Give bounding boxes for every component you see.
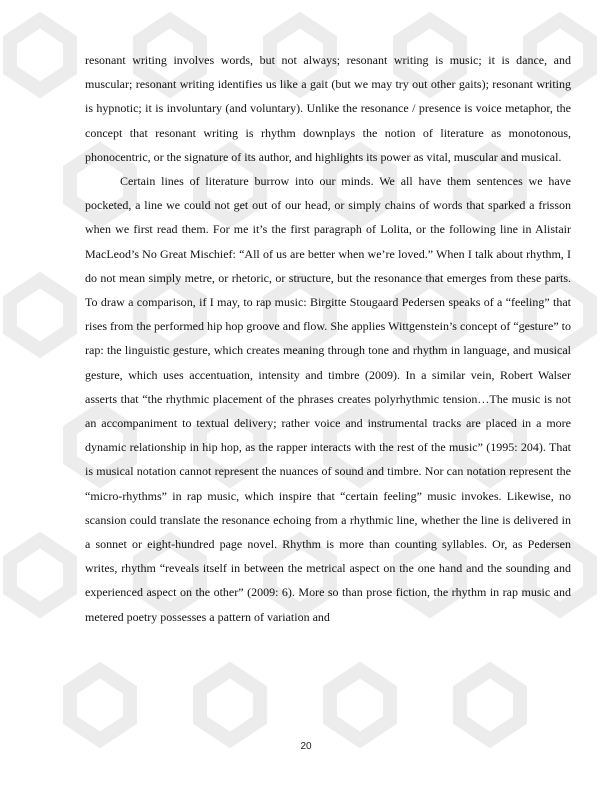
- paragraph-rhythm-and-rap: Certain lines of literature burrow into our minds. We all have them sentences we have pocketed, a line we could not get out of our head, or simply chains of words that sparked a frisson when we first read them. For me it’s the first paragraph of Lolita, or the following line in Alistair MacLeod’s No Great Mischief: “All of us are better when we’re loved.” When I talk about rhythm, I do not mean simply metre, or rhetoric, or structure, but the resonance that emerges from these parts. To draw a comparison, if I may, to rap music: Birgitte Stougaard Pedersen speaks of a “feeling” that rises from the performed hip hop groove and flow. She applies Wittgenstein’s concept of “gesture” to rap: the linguistic gesture, which creates meaning through tone and rhythm in language, and musical gesture, which uses accentuation, intensity and timbre (2009). In a similar vein, Robert Walser asserts that “the rhythmic placement of the phrases creates polyrhythmic tension…The music is not an accompaniment to textual delivery; rather voice and instrumental tracks are placed in a more dynamic relationship in hip hop, as the rapper interacts with the rest of the music” (1995: 204). That is musical notation cannot represent the nuances of sound and timbre. Nor can notation represent the “micro-rhythms” in rap music, which inspire that “certain feeling” music invokes. Likewise, no scansion could translate the resonance echoing from a rhythmic line, whether the line is delivered in a sonnet or eight-hundred page novel. Rhythm is more than counting syllables. Or, as Pedersen writes, rhythm “reveals itself in between the metrical aspect on the one hand and the sounding and experienced aspect on the other” (2009: 6). More so than prose fiction, the rhythm in rap music and metered poetry possesses a pattern of variation and: [85, 174, 571, 624]
- page-number: 20: [300, 741, 312, 752]
- paragraph-continued: resonant writing involves words, but not always; resonant writing is music; it is dance, and muscular; resonant writing identifies us like a gait (but we may try out other gaits); resonant writing is hypnotic; it is involuntary (and voluntary). Unlike the resonance / presence is voice metaphor, the concept that resonant writing is rhythm downplays the notion of literature as monotonous, phonocentric, or the signature of its author, and highlights its power as vital, muscular and musical.: [85, 53, 571, 164]
- body-text: [85, 48, 571, 629]
